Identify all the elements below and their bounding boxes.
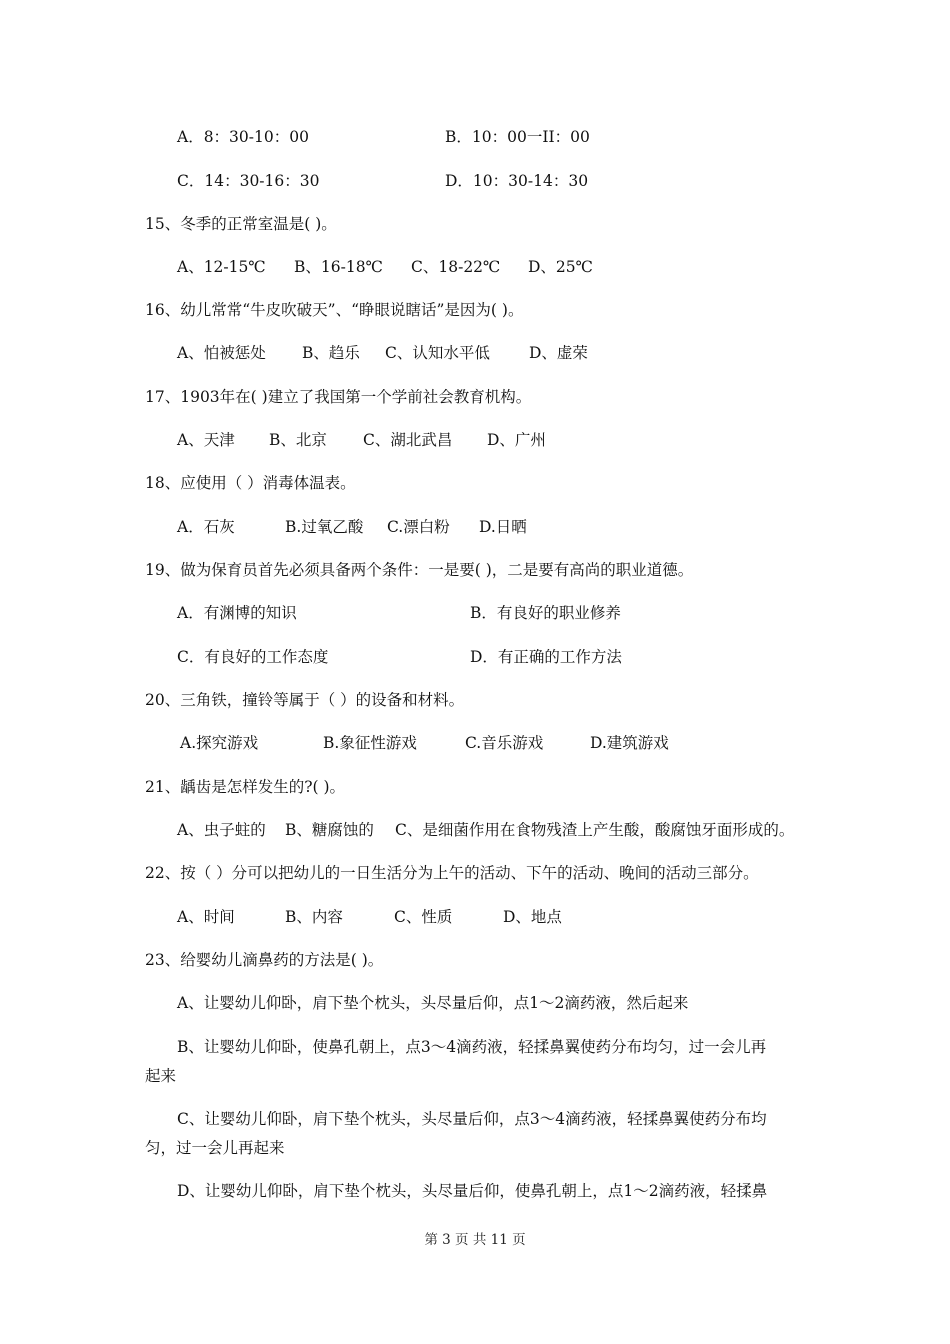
q20-option-a: A.探究游戏 (180, 734, 259, 752)
q20-options (180, 732, 669, 754)
q23-option-b-line1: B、让婴幼儿仰卧，使鼻孔朝上，点3～4滴药液，轻揉鼻翼使药分布均匀，过一会儿再 (177, 1038, 767, 1056)
q15-option-c: C、18-22℃ (411, 258, 501, 276)
q18-options (177, 516, 527, 538)
q19-option-a: A．有渊博的知识 (177, 604, 297, 622)
q21-stem: 21、龋齿是怎样发生的?( )。 (145, 778, 346, 796)
q14-option-c: C．14：30-16：30 (177, 172, 320, 190)
q19-stem: 19、做为保育员首先必须具备两个条件：一是要( )，二是要有高尚的职业道德。 (145, 561, 694, 579)
q20-option-b: B.象征性游戏 (323, 734, 417, 752)
q19-option-c: C．有良好的工作态度 (177, 648, 329, 666)
q15-option-b: B、16-18℃ (294, 258, 383, 276)
q19-option-d: D．有正确的工作方法 (470, 648, 622, 666)
q15-stem: 15、冬季的正常室温是( )。 (145, 215, 337, 233)
q22-stem: 22、按（ ）分可以把幼儿的一日生活分为上午的活动、下午的活动、晚间的活动三部分。 (145, 864, 759, 882)
page-footer: 第 3 页 共 11 页 (424, 1232, 526, 1248)
q18-option-d: D.日晒 (479, 518, 527, 536)
q22-option-b: B、内容 (285, 908, 343, 926)
q23-option-a: A、让婴幼儿仰卧，肩下垫个枕头，头尽量后仰，点1～2滴药液，然后起来 (177, 994, 689, 1012)
q23-option-c-line1: C、让婴幼儿仰卧，肩下垫个枕头，头尽量后仰，点3～4滴药液，轻揉鼻翼使药分布均 (177, 1110, 767, 1128)
q17-option-a: A、天津 (177, 431, 235, 449)
q15-options (177, 256, 593, 278)
q21-option-c: C、是细菌作用在食物残渣上产生酸，酸腐蚀牙面形成的。 (395, 821, 795, 839)
q16-option-b: B、趋乐 (302, 344, 360, 362)
q17-option-b: B、北京 (269, 431, 327, 449)
q16-option-d: D、虚荣 (529, 344, 588, 362)
q16-option-c: C、认知水平低 (385, 344, 490, 362)
q22-option-c: C、性质 (394, 908, 453, 926)
q23-option-b-line2: 起来 (145, 1067, 177, 1085)
q23-option-d-line1: D、让婴幼儿仰卧，肩下垫个枕头，头尽量后仰，使鼻孔朝上，点1～2滴药液，轻揉鼻 (177, 1182, 768, 1200)
q18-stem: 18、应使用（ ）消毒体温表。 (145, 474, 356, 492)
q23-option-c-line2: 匀，过一会儿再起来 (145, 1139, 285, 1157)
q14-option-d: D．10：30-14：30 (445, 172, 589, 190)
q20-option-c: C.音乐游戏 (465, 734, 544, 752)
q17-option-c: C、湖北武昌 (363, 431, 453, 449)
q22-options (177, 906, 562, 928)
q16-options (177, 342, 588, 364)
q18-option-a: A．石灰 (177, 518, 235, 536)
q21-option-b: B、糖腐蚀的 (285, 821, 374, 839)
q16-stem: 16、幼儿常常“牛皮吹破天”、“睁眼说瞎话”是因为( )。 (145, 301, 524, 319)
q14-option-b: B．10：00一II：00 (445, 128, 590, 146)
q20-option-d: D.建筑游戏 (590, 734, 669, 752)
q18-option-c: C.漂白粉 (387, 518, 450, 536)
q15-option-a: A、12-15℃ (177, 258, 266, 276)
q19-option-b: B．有良好的职业修养 (470, 604, 621, 622)
q16-option-a: A、怕被惩处 (177, 344, 266, 362)
q22-option-d: D、地点 (503, 908, 562, 926)
q23-stem: 23、给婴幼儿滴鼻药的方法是( )。 (145, 951, 384, 969)
q17-option-d: D、广州 (487, 431, 546, 449)
q17-options (177, 429, 546, 451)
q21-option-a: A、虫子蛀的 (177, 821, 266, 839)
q14-option-a: A．8：30-10：00 (177, 128, 309, 146)
q18-option-b: B.过氧乙酸 (285, 518, 364, 536)
q20-stem: 20、三角铁，撞铃等属于（ ）的设备和材料。 (145, 691, 465, 709)
q22-option-a: A、时间 (177, 908, 235, 926)
q21-options (177, 819, 795, 841)
q15-option-d: D、25℃ (528, 258, 593, 276)
q17-stem: 17、1903年在( )建立了我国第一个学前社会教育机构。 (145, 388, 532, 406)
